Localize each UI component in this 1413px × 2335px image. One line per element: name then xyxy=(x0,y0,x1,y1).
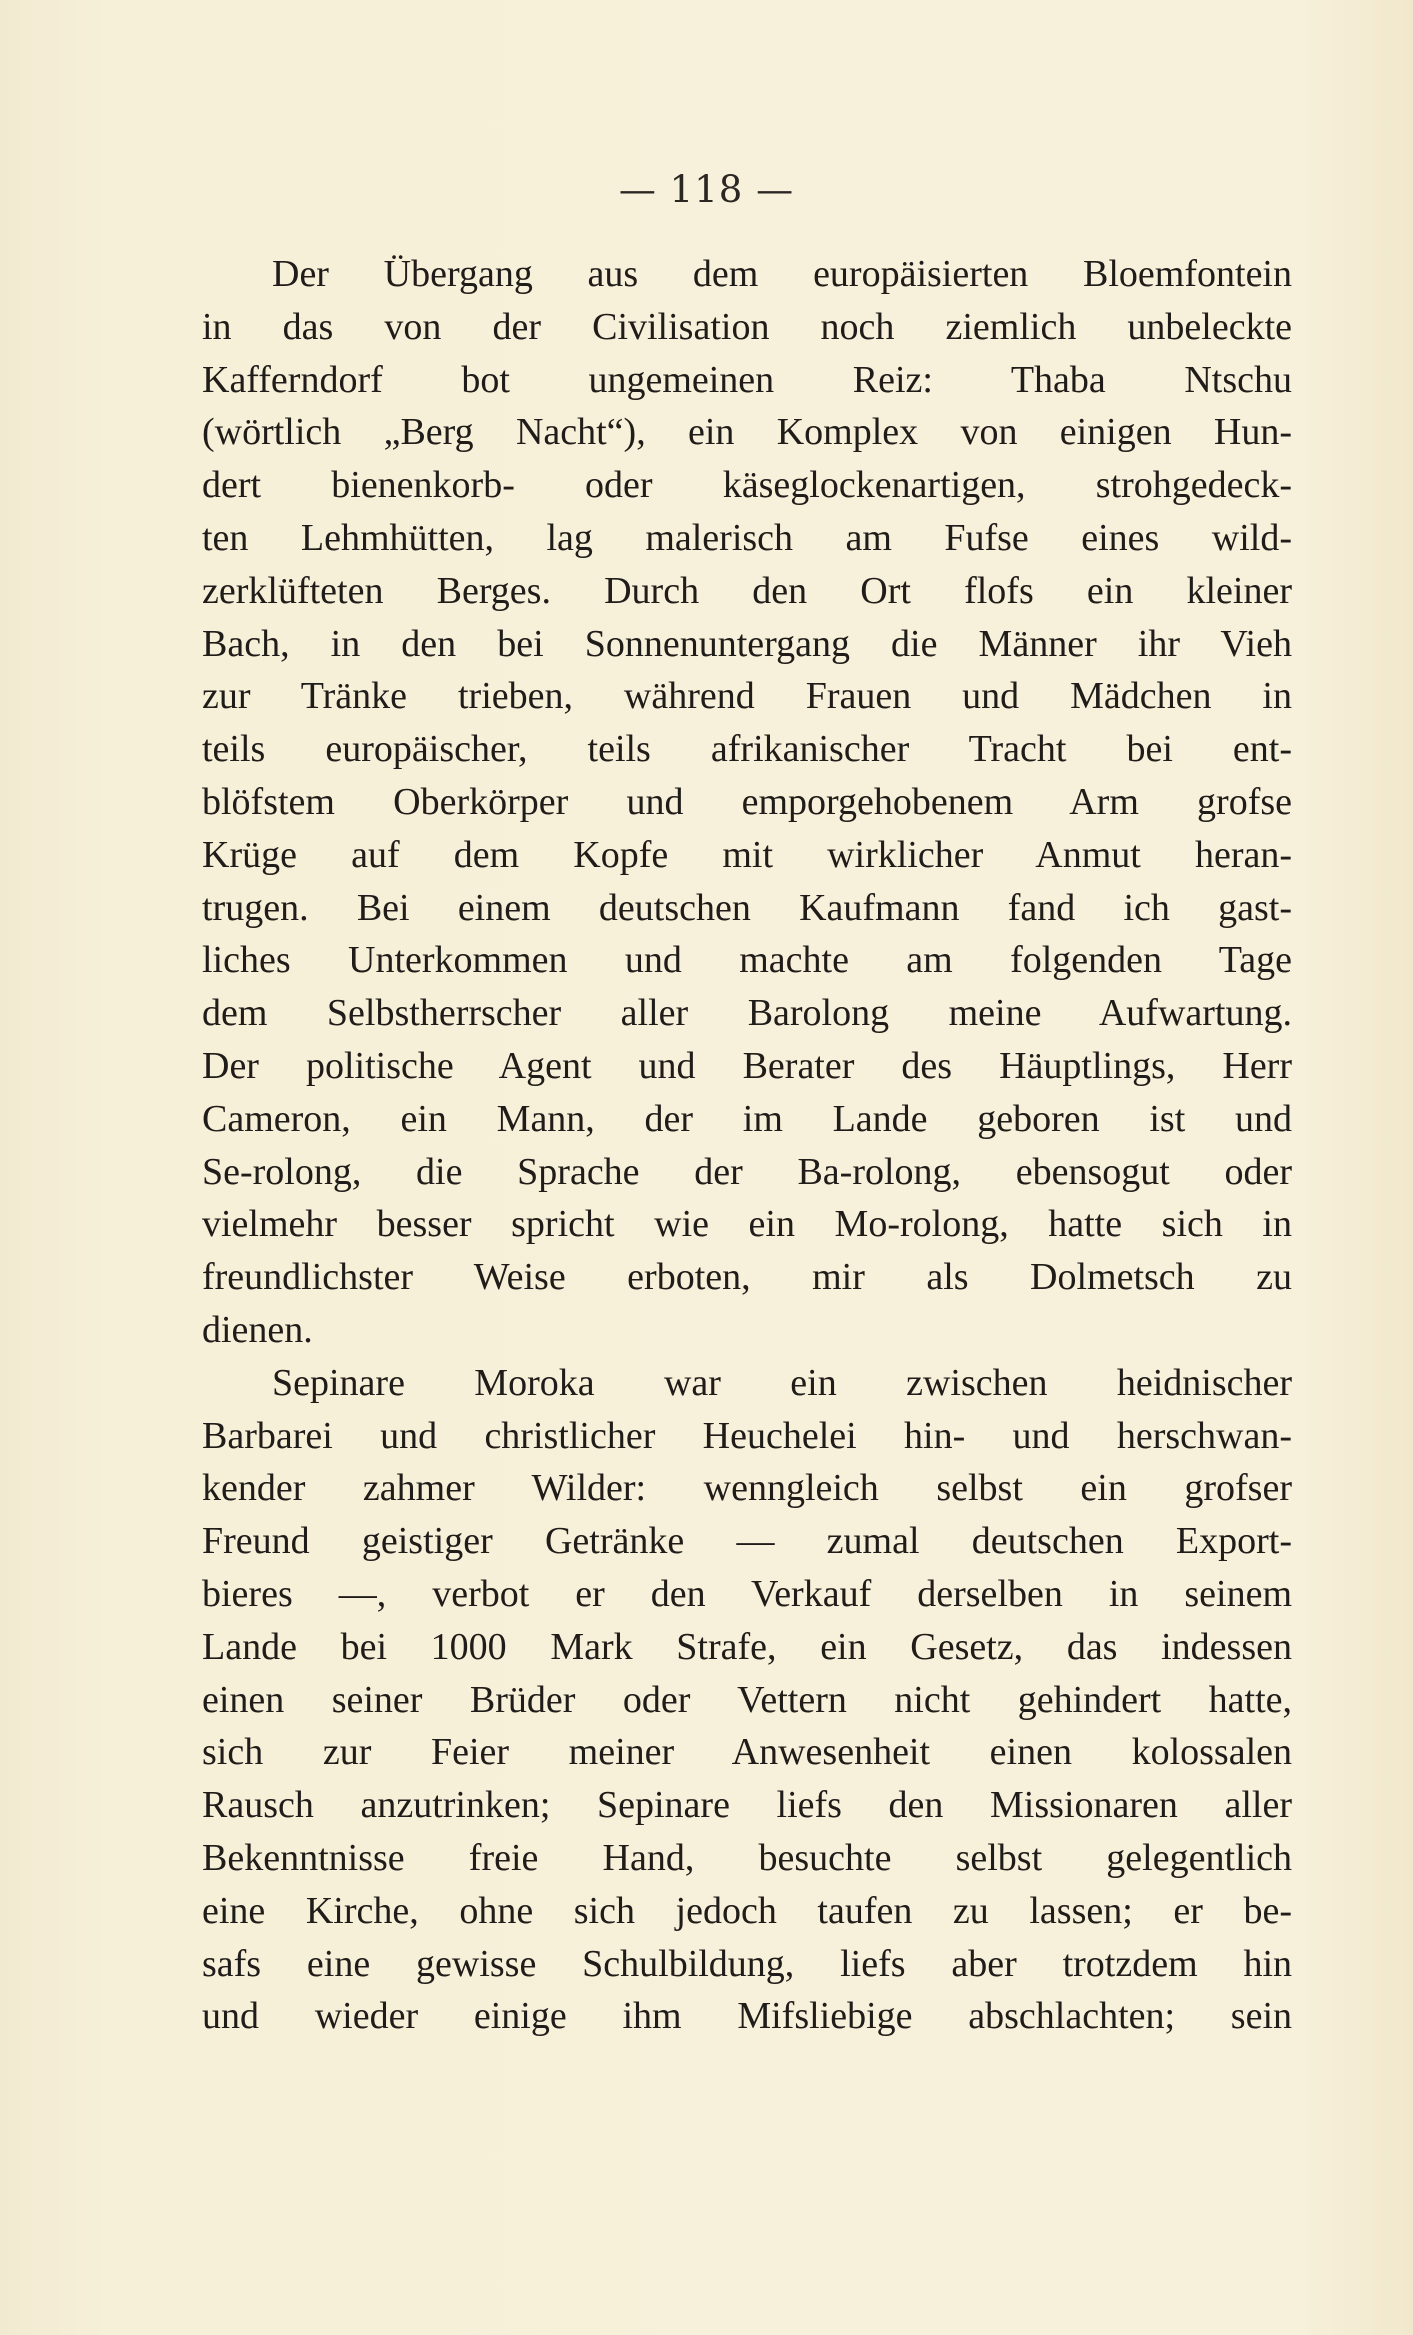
text-line: einen seiner Brüder oder Vettern nicht gehindert hatte, xyxy=(202,1678,1292,1721)
text-line: dert bienenkorb- oder käseglockenartigen, strohgedeck- xyxy=(202,464,1292,507)
text-line: sich zur Feier meiner Anwesenheit einen kolossalen xyxy=(202,1731,1292,1774)
text-line: zur Tränke trieben, während Frauen und Mädchen in xyxy=(202,675,1292,718)
page-number: — 118 — xyxy=(618,168,795,211)
body-text xyxy=(202,248,1292,2043)
text-line: safs eine gewisse Schulbildung, liefs aber trotzdem hin xyxy=(202,1942,1292,1985)
text-line: Rausch anzutrinken; Sepinare liefs den Missionaren aller xyxy=(202,1784,1292,1827)
text-line: vielmehr besser spricht wie ein Mo-rolong, hatte sich in xyxy=(202,1203,1292,1246)
text-line: Lande bei 1000 Mark Strafe, ein Gesetz, das indessen xyxy=(202,1625,1292,1668)
text-line: Sepinare Moroka war ein zwischen heidnischer xyxy=(272,1361,1292,1404)
text-line: kender zahmer Wilder: wenngleich selbst ein grofser xyxy=(202,1467,1292,1510)
text-line: Se-rolong, die Sprache der Ba-rolong, ebensogut oder xyxy=(202,1150,1292,1193)
text-line: ten Lehmhütten, lag malerisch am Fufse eines wild- xyxy=(202,516,1292,559)
text-line: Kafferndorf bot ungemeinen Reiz: Thaba Ntschu xyxy=(202,358,1292,401)
text-line: (wörtlich „Berg Nacht“), ein Komplex von einigen Hun- xyxy=(202,411,1292,454)
text-line: Freund geistiger Getränke — zumal deutschen Export- xyxy=(202,1520,1292,1563)
text-line: liches Unterkommen und machte am folgenden Tage xyxy=(202,939,1292,982)
text-line: dem Selbstherrscher aller Barolong meine Aufwartung. xyxy=(202,992,1292,1035)
text-line: dienen. xyxy=(202,1308,313,1351)
text-line: Krüge auf dem Kopfe mit wirklicher Anmut heran- xyxy=(202,833,1292,876)
text-line: und wieder einige ihm Mifsliebige abschlachten; sein xyxy=(202,1995,1292,2038)
text-line: eine Kirche, ohne sich jedoch taufen zu lassen; er be- xyxy=(202,1889,1292,1932)
text-line: Barbarei und christlicher Heuchelei hin- und herschwan- xyxy=(202,1414,1292,1457)
text-line: teils europäischer, teils afrikanischer Tracht bei ent- xyxy=(202,728,1292,771)
text-line: blöfstem Oberkörper und emporgehobenem Arm grofse xyxy=(202,780,1292,823)
text-line: trugen. Bei einem deutschen Kaufmann fand ich gast- xyxy=(202,886,1292,929)
text-line: Bekenntnisse freie Hand, besuchte selbst gelegentlich xyxy=(202,1836,1292,1879)
text-line: bieres —, verbot er den Verkauf derselben in seinem xyxy=(202,1572,1292,1615)
text-line: zerklüfteten Berges. Durch den Ort flofs ein kleiner xyxy=(202,569,1292,612)
text-line: Der politische Agent und Berater des Häuptlings, Herr xyxy=(202,1044,1292,1087)
text-line: Cameron, ein Mann, der im Lande geboren ist und xyxy=(202,1097,1292,1140)
text-line: freundlichster Weise erboten, mir als Dolmetsch zu xyxy=(202,1256,1292,1299)
text-line: Der Übergang aus dem europäisierten Bloemfontein xyxy=(272,253,1292,295)
text-line: in das von der Civilisation noch ziemlich unbeleckte xyxy=(202,305,1292,348)
text-line: Bach, in den bei Sonnenuntergang die Männer ihr Vieh xyxy=(202,622,1292,665)
